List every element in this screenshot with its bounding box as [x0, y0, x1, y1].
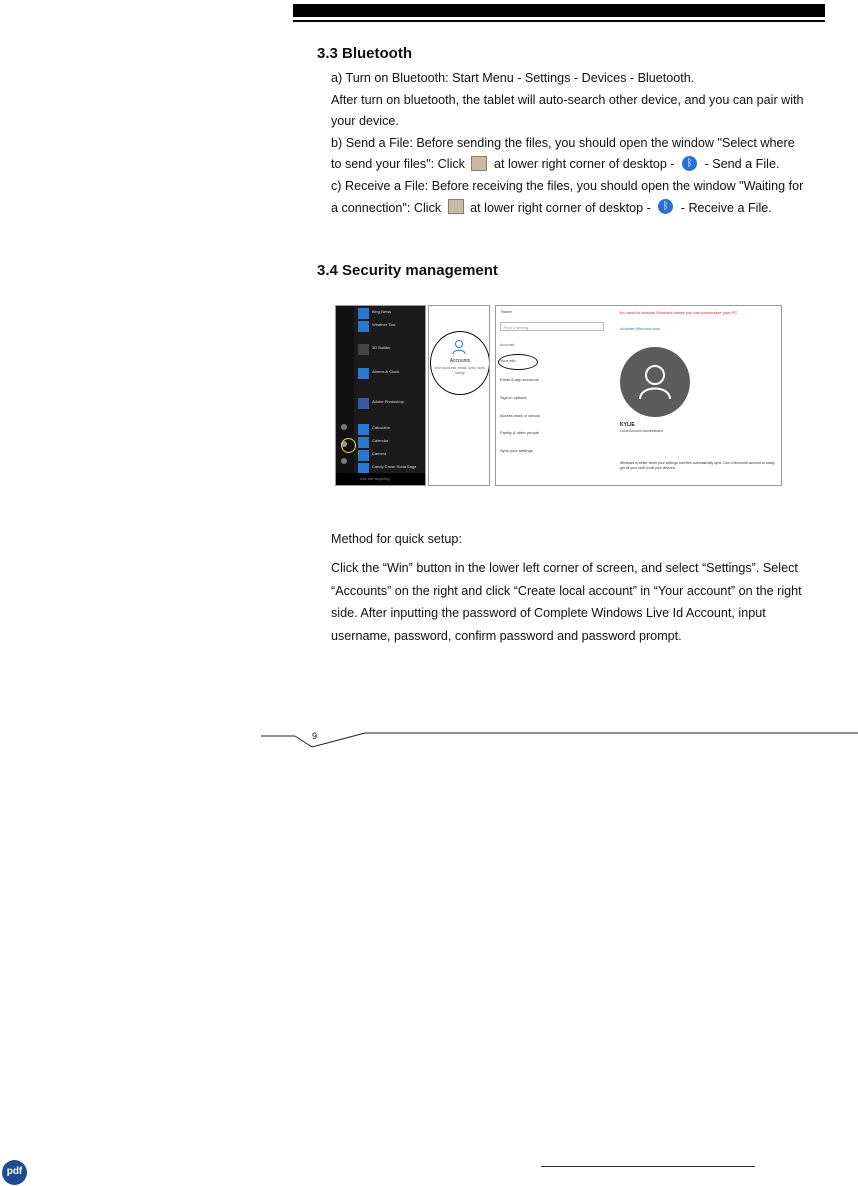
footer-underline	[541, 1166, 755, 1167]
app-label: Bing News	[372, 309, 392, 314]
user-account-type: Local Account Administrator	[620, 429, 664, 433]
settings-nav-item: Family & other people	[500, 430, 539, 435]
avatar-person-icon	[620, 347, 690, 417]
app-tile-icon	[358, 344, 369, 355]
start-menu-item	[358, 344, 424, 356]
app-label: Camera	[372, 451, 387, 456]
quick-setup-instructions: Click the “Win” button in the lower left corner of screen, and select “Settings”. Select “Accounts” on the right and click “Create local account” in “Your account” on the right side. After inputting the password of Complete Windows Live Id Account, input username, password, confirm password and password prompt.	[331, 561, 802, 643]
person-icon	[452, 339, 466, 355]
settings-search-field: Find a setting	[500, 322, 604, 331]
settings-highlight-ring	[341, 438, 356, 453]
settings-nav-item: Access work or school	[500, 413, 540, 418]
app-label: 3D Builder	[372, 345, 391, 350]
taskbar	[336, 473, 425, 485]
app-tile-icon	[358, 398, 369, 409]
pdf-logo-icon: pdf	[2, 1160, 27, 1185]
start-menu-item	[358, 424, 424, 436]
bluetooth-heading: 3.3 Bluetooth	[317, 45, 413, 62]
cortana-search-text: Ask me anything	[360, 476, 390, 481]
settings-nav-item: Sync your settings	[500, 448, 533, 453]
accounts-label: Accounts	[449, 358, 471, 364]
app-label: Calculator	[372, 425, 391, 430]
bluetooth-step-b-post: - Send a File.	[704, 157, 780, 172]
app-label: Adobe Photoshop	[372, 399, 404, 404]
bluetooth-step-a-detail: After turn on bluetooth, the tablet will auto-search other device, and you can pair with your device.	[331, 92, 804, 129]
bluetooth-step-a: a) Turn on Bluetooth: Start Menu - Settings - Devices - Bluetooth.	[331, 71, 695, 85]
app-tile-icon	[358, 368, 369, 379]
app-label: Alarms & Clock	[372, 369, 400, 374]
user-icon	[341, 424, 347, 430]
sync-description: Windows is better when your settings and files automatically sync. Use a Microsoft account to easily get all your stuff on all your devices.	[620, 461, 775, 470]
accounts-tile-screenshot	[428, 305, 490, 486]
app-label: Candy Crush Soda Saga	[372, 464, 417, 469]
start-menu-item	[358, 398, 424, 410]
start-menu-sidebar	[336, 306, 354, 485]
app-label: Calendar	[372, 438, 389, 443]
bluetooth-step-c-mid: at lower right corner of desktop -	[470, 200, 651, 215]
bluetooth-instructions	[331, 68, 807, 219]
settings-window-screenshot	[495, 305, 782, 486]
bluetooth-icon: ᛒ	[682, 156, 697, 171]
app-tile-icon	[358, 424, 369, 435]
page-number: 9	[312, 731, 318, 741]
start-menu-item	[358, 368, 424, 380]
quick-setup-title: Method for quick setup:	[331, 532, 462, 546]
bluetooth-step-b-mid: at lower right corner of desktop -	[493, 157, 675, 172]
start-menu-item	[358, 308, 424, 320]
bluetooth-step-c	[331, 176, 807, 219]
security-heading: 3.4 Security management	[317, 262, 498, 279]
app-label: Weather Tool	[372, 322, 396, 327]
action-center-icon	[471, 156, 487, 171]
start-menu-item	[358, 321, 424, 333]
user-avatar	[620, 347, 690, 417]
settings-title: Home	[501, 309, 512, 314]
app-tile-icon	[358, 308, 369, 319]
bluetooth-icon: ᛒ	[658, 199, 673, 214]
settings-section-label: Accounts	[500, 343, 515, 347]
bluetooth-step-c-post: - Receive a File.	[680, 200, 772, 215]
start-menu-item	[358, 450, 424, 462]
accounts-description: Your accounts, email, sync, work, family	[434, 366, 486, 375]
app-tile-icon	[358, 437, 369, 448]
action-center-icon	[448, 199, 464, 214]
start-menu-screenshot	[335, 305, 426, 486]
header-bar	[293, 4, 825, 17]
user-name: KYLIE	[620, 422, 635, 428]
settings-nav-item: Sign-in options	[500, 395, 527, 400]
bluetooth-step-c-pre: c) Receive a File: Before receiving the files, you should open the window "Waiting for a connection": Click	[331, 178, 804, 215]
settings-nav-item: Your info	[500, 358, 516, 363]
bluetooth-step-b-pre: b) Send a File: Before sending the files, you should open the window "Select where to send your files": Click	[331, 135, 795, 172]
activate-windows-link: Activate Windows now	[620, 326, 661, 331]
footer-rule	[255, 728, 858, 748]
app-tile-icon	[358, 321, 369, 332]
header-rule	[293, 20, 825, 22]
settings-nav-item: Email & app accounts	[500, 377, 539, 382]
power-icon	[341, 458, 347, 464]
start-menu-item	[358, 437, 424, 449]
bluetooth-step-b	[331, 133, 807, 176]
activation-warning: You need to activate Windows before you can personalize your PC.	[619, 310, 739, 315]
app-tile-icon	[358, 450, 369, 461]
